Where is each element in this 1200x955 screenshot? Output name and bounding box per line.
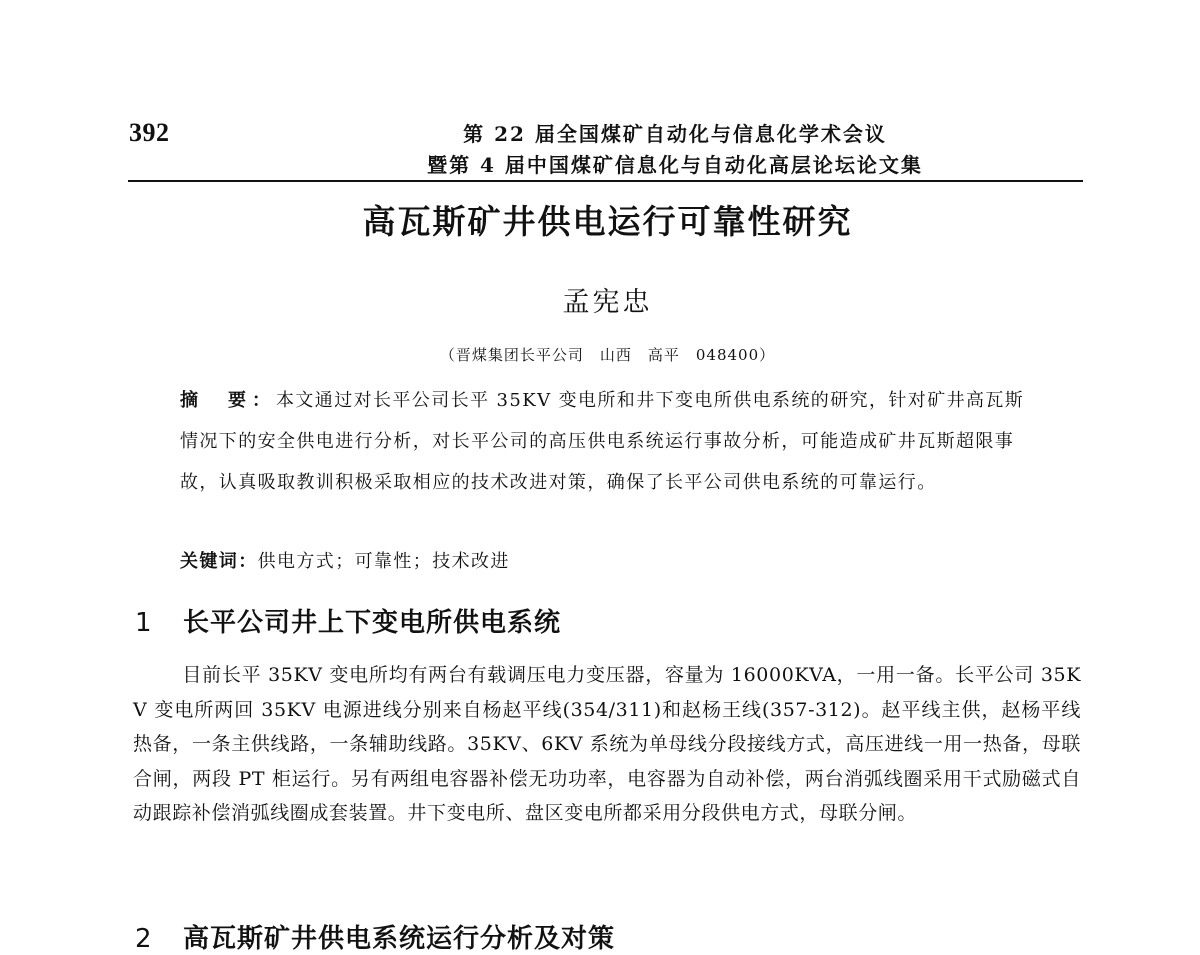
section-title: 长平公司井上下变电所供电系统 <box>183 608 562 638</box>
section-number: 2 <box>135 924 153 954</box>
keywords-label: 关键词： <box>180 551 258 572</box>
section-heading-1 <box>135 602 561 639</box>
paper-author: 孟宪忠 <box>562 287 653 318</box>
section-number: 1 <box>135 608 153 638</box>
running-head-conference: 第 22 届全国煤矿自动化与信息化学术会议 <box>463 122 887 146</box>
section-heading-2 <box>135 918 615 955</box>
header-rule <box>128 180 1083 182</box>
section-title: 高瓦斯矿井供电系统运行分析及对策 <box>183 924 616 954</box>
author-affiliation: （晋煤集团长平公司 山西 高平 048400） <box>439 346 776 364</box>
abstract-text: 本文通过对长平公司长平 35KV 变电所和井下变电所供电系统的研究，针对矿井高瓦斯情况下的安全供电进行分析，对长平公司的高压供电系统运行事故分析，可能造成矿井瓦斯超限事故，认真吸取教训积极采取相应的技术改进对策，确保了长平公司供电系统的可靠运行。 <box>180 390 1025 493</box>
abstract <box>180 380 1040 503</box>
keywords <box>180 544 510 580</box>
abstract-label: 摘 要： <box>180 390 276 411</box>
paper-title: 高瓦斯矿井供电运行可靠性研究 <box>362 202 853 241</box>
section-1-paragraph: 目前长平 35KV 变电所均有两台有载调压电力变压器，容量为 16000KVA，一用一备。长平公司 35KV 变电所两回 35KV 电源进线分别来自杨赵平线(354/311)和赵杨王线(357-312)。赵平线主供，赵杨平线热备，一条主供线路，一条辅助线路。35KV、6KV 系统为单母线分段接线方式，高压进线一用一热备，母联合闸，两段 PT 柜运行。另有两组电容器补偿无功功率，电容器为自动补偿，两台消弧线圈采用干式励磁式自动跟踪补偿消弧线圈成套装置。井下变电所、盘区变电所都采用分段供电方式，母联分闸。 <box>133 664 1081 824</box>
keywords-text: 供电方式；可靠性；技术改进 <box>257 551 510 572</box>
page-number: 392 <box>129 118 170 147</box>
running-head-proceedings: 暨第 4 届中国煤矿信息化与自动化高层论坛论文集 <box>427 153 923 177</box>
